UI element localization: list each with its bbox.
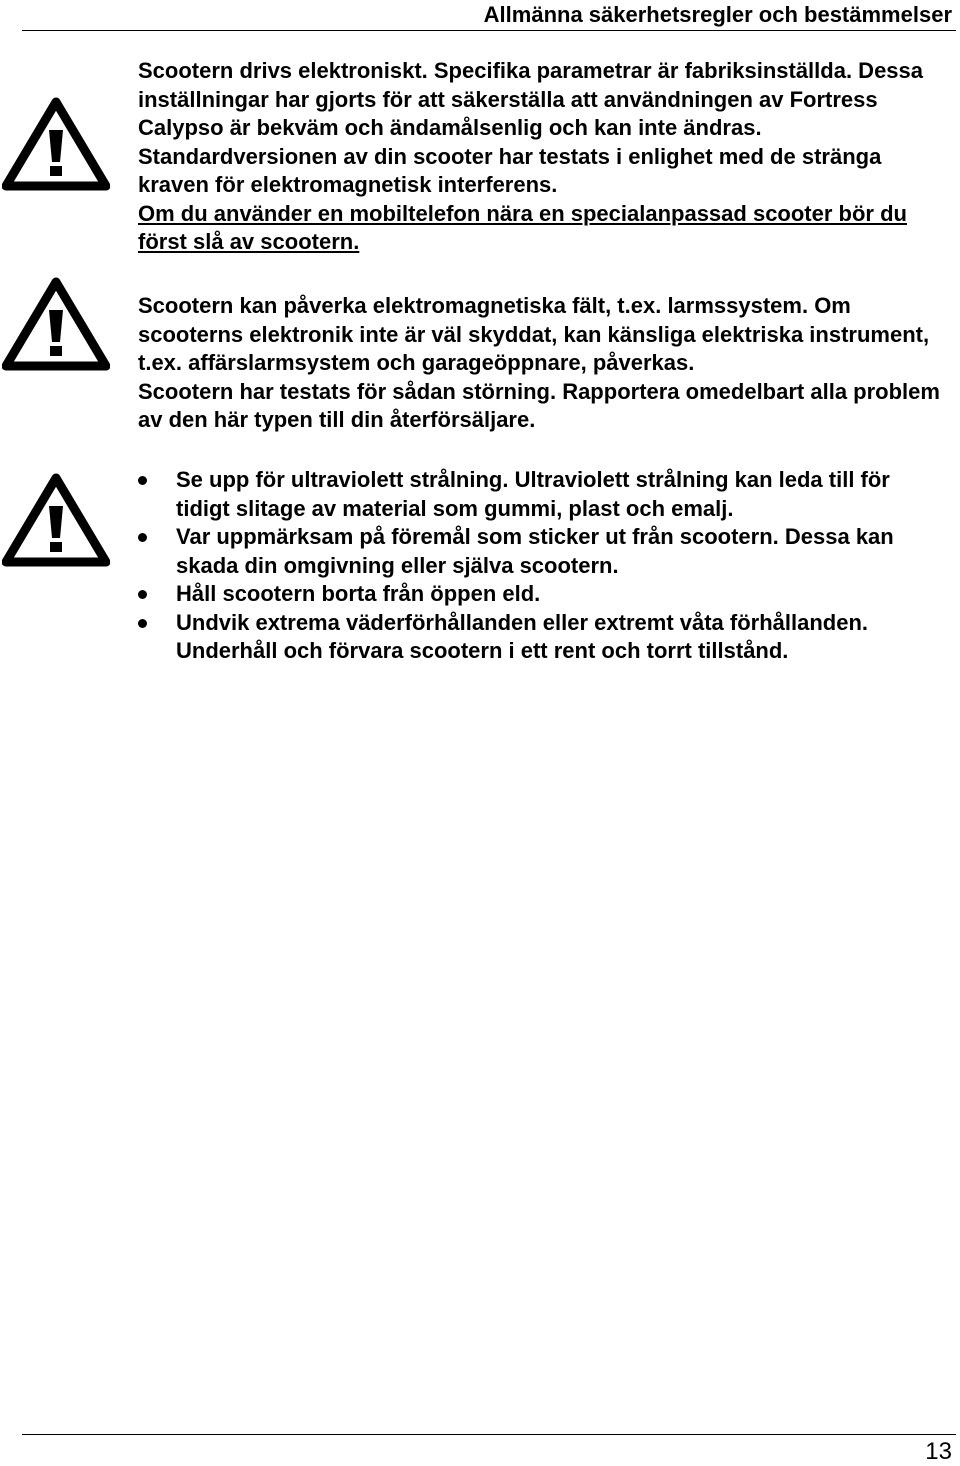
emc-paragraph-3: Om du använder en mobiltelefon nära en specialanpassad scooter bör du först slå av scootern.: [138, 200, 907, 254]
footer-divider: [22, 1434, 956, 1435]
interference-paragraph-1: Scootern kan påverka elektromagnetiska fält, t.ex. larmssystem. Om scooterns elektronik inte är väl skyddat, kan känsliga elektriska instrument, t.ex. affärslarmsystem och garageöppnare, påverkas.: [138, 293, 930, 375]
page-header-title: Allmänna säkerhetsregler och bestämmelser: [483, 2, 952, 27]
list-item-text: Håll scootern borta från öppen eld.: [176, 581, 541, 606]
header-divider: [22, 30, 956, 31]
safety-bullet-list: [138, 466, 948, 666]
warning-triangle-icon: [2, 276, 110, 372]
warning-triangle-icon: [2, 96, 110, 192]
bullet-icon: [138, 533, 147, 542]
interference-block: [138, 292, 948, 435]
bullet-icon: [138, 619, 147, 628]
list-item: [138, 466, 948, 523]
emc-paragraph-2: Standardversionen av din scooter har testats i enlighet med de stränga kraven för elektromagnetisk interferens.: [138, 143, 882, 197]
page-number: 13: [925, 1438, 952, 1465]
warning-triangle-icon: [2, 472, 110, 568]
list-item: [138, 609, 948, 666]
emc-warning-block: [138, 57, 948, 257]
list-item: [138, 523, 948, 580]
interference-paragraph-2: Scootern har testats för sådan störning. Rapportera omedelbart alla problem av den här typen till din återförsäljare.: [138, 378, 940, 432]
list-item: [138, 580, 948, 609]
list-item-text: Undvik extrema väderförhållanden eller extremt våta förhållanden. Underhåll och förvara scootern i ett rent och torrt tillstånd.: [176, 609, 869, 663]
bullet-icon: [138, 476, 147, 485]
bullet-icon: [138, 590, 147, 599]
list-item-text: Se upp för ultraviolett strålning. Ultraviolett strålning kan leda till för tidigt slitage av material som gummi, plast och emalj.: [176, 467, 890, 521]
emc-paragraph-1: Scootern drivs elektroniskt. Specifika parametrar är fabriksinställda. Dessa inställningar har gjorts för att säkerställa att användningen av Fortress Calypso är bekväm och ändamålsenlig och kan inte ändras.: [138, 58, 924, 140]
list-item-text: Var uppmärksam på föremål som sticker ut från scootern. Dessa kan skada din omgivning eller själva scootern.: [176, 524, 894, 578]
